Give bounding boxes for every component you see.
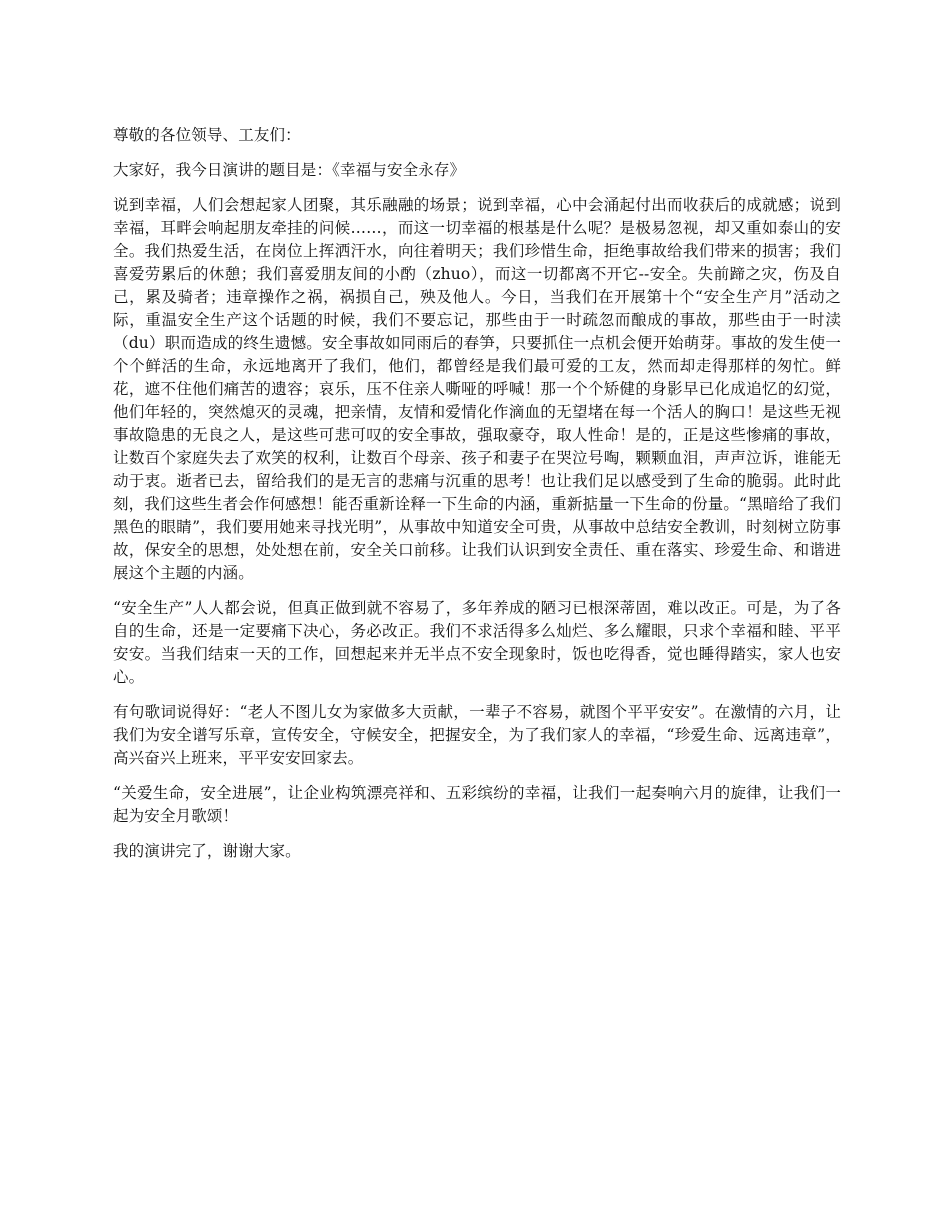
paragraph-closing: 我的演讲完了，谢谢大家。 (113, 842, 301, 860)
paragraph-slogan: “关爱生命，安全进展”，让企业构筑漂亮祥和、五彩缤纷的幸福，让我们一起奏响六月的旋律，让我们一起为安全月歌颂！ (113, 784, 841, 825)
paragraph-song-lyrics: 有句歌词说得好：“老人不图儿女为家做多大贡献，一辈子不容易，就图个平平安安”。在激情的六月，让我们为安全谱写乐章，宣传安全，守候安全，把握安全，为了我们家人的幸福，“珍爱生命、远离违章”，高兴奋兴上班来，平平安安回家去。 (113, 703, 841, 767)
paragraph-intro: 大家好，我今日演讲的题目是：《幸福与安全永存》 (113, 161, 466, 179)
document-body (113, 124, 841, 875)
paragraph-main: 说到幸福，人们会想起家人团聚，其乐融融的场景；说到幸福，心中会涌起付出而收获后的成就感；说到幸福，耳畔会响起朋友牵挂的问候……，而这一切幸福的根基是什么呢？是极易忽视，却又重如泰山的安全。我们热爱生活，在岗位上挥洒汗水，向往着明天；我们珍惜生命，拒绝事故给我们带来的损害；我们喜爱劳累后的休憩；我们喜爱朋友间的小酌（zhuo），而这一切都离不开它--安全。失前蹄之灾，伤及自己，累及骑者；违章操作之祸，祸损自己，殃及他人。今日，当我们在开展第十个“安全生产月”活动之际，重温安全生产这个话题的时候，我们不要忘记，那些由于一时疏忽而酿成的事故，那些由于一时渎（du）职而造成的终生遗憾。安全事故如同雨后的春笋，只要抓住一点机会便开始萌芽。事故的发生使一个个鲜活的生命，永远地离开了我们，他们，都曾经是我们最可爱的工友，然而却走得那样的匆忙。鲜花，遮不住他们痛苦的遗容；哀乐，压不住亲人嘶哑的呼喊！那一个个矫健的身影早已化成追忆的幻觉，他们年轻的，突然熄灭的灵魂，把亲情，友情和爱情化作滴血的无望堵在每一个活人的胸口！是这些无视事故隐患的无良之人，是这些可悲可叹的安全事故，强取豪夺，取人性命！是的，正是这些惨痛的事故，让数百个家庭失去了欢笑的权利，让数百个母亲、孩子和妻子在哭泣号啕，颗颗血泪，声声泣诉，谁能无动于衷。逝者已去，留给我们的是无言的悲痛与沉重的思考！也让我们足以感受到了生命的脆弱。此时此刻，我们这些生者会作何感想！能否重新诠释一下生命的内涵，重新掂量一下生命的份量。“黑暗给了我们黑色的眼睛”，我们要用她来寻找光明”，从事故中知道安全可贵，从事故中总结安全教训，时刻树立防事故，保安全的思想，处处想在前，安全关口前移。让我们认识到安全责任、重在落实、珍爱生命、和谐进展这个主题的内涵。 (113, 196, 841, 582)
salutation: 尊敬的各位领导、工友们： (113, 126, 301, 144)
paragraph-safety-production: “安全生产”人人都会说，但真正做到就不容易了，多年养成的陋习已根深蒂固，难以改正。可是，为了各自的生命，还是一定要痛下决心，务必改正。我们不求活得多么灿烂、多么耀眼，只求个幸福和睦、平平安安。当我们结束一天的工作，回想起来并无半点不安全现象时，饭也吃得香，觉也睡得踏实，家人也安心。 (113, 599, 841, 686)
